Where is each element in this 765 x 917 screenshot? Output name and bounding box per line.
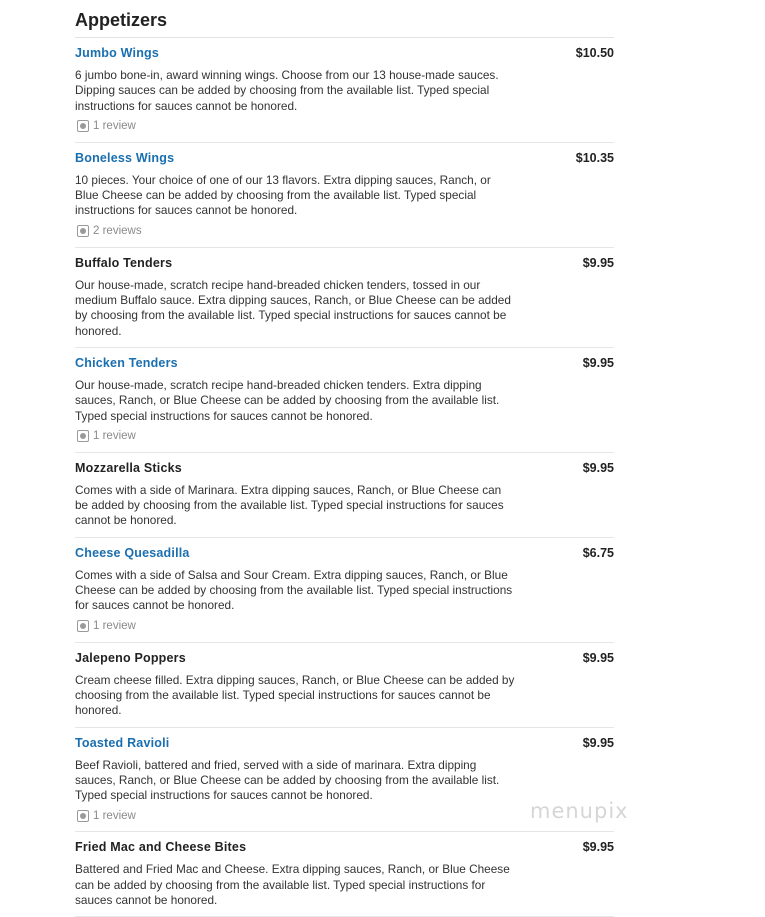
- item-description: Our house-made, scratch recipe hand-breaded chicken tenders. Extra dipping sauces, Ranch, or Blue Cheese can be added by choosing from the available list. Typed special instructions for sauces cannot be honored.: [75, 377, 500, 423]
- menu-item: [75, 38, 614, 143]
- item-name: Fried Mac and Cheese Bites: [75, 840, 247, 855]
- menu-item-list: [75, 38, 614, 917]
- item-reviews-link[interactable]: [75, 119, 614, 134]
- item-name: Mozzarella Sticks: [75, 460, 182, 475]
- item-description: Cream cheese filled. Extra dipping sauces, Ranch, or Blue Cheese can be added by choosing from the available list. Typed special instructions for sauces cannot be honored.: [75, 672, 515, 718]
- item-description: Battered and Fried Mac and Cheese. Extra dipping sauces, Ranch, or Blue Cheese can be added by choosing from the available list. Typed special instructions for sauces cannot be honored.: [75, 862, 510, 908]
- item-header: [75, 256, 614, 273]
- menu-item: [75, 643, 614, 728]
- review-icon: [77, 810, 89, 822]
- item-price: $9.95: [582, 840, 614, 855]
- item-header: [75, 356, 614, 373]
- item-name[interactable]: Toasted Ravioli: [75, 735, 170, 750]
- item-price: $9.95: [582, 735, 614, 750]
- item-description: Beef Ravioli, battered and fried, served with a side of marinara. Extra dipping sauces, Ranch, or Blue Cheese can be added by choosing from the available list. Typed special instructions for sauces cannot be honored.: [75, 757, 500, 803]
- review-count: 1 review: [93, 430, 136, 443]
- review-count: 1 review: [93, 120, 136, 133]
- menu-item: [75, 453, 614, 538]
- item-price: $6.75: [582, 545, 614, 560]
- item-description: Comes with a side of Salsa and Sour Cream. Extra dipping sauces, Ranch, or Blue Cheese can be added by choosing from the available list. Typed special instructions for sauces cannot be honored.: [75, 567, 513, 613]
- item-name[interactable]: Jumbo Wings: [75, 46, 160, 60]
- item-price: $9.95: [582, 255, 614, 270]
- item-name[interactable]: Boneless Wings: [75, 150, 175, 165]
- item-description: Our house-made, scratch recipe hand-breaded chicken tenders, tossed in our medium Buffalo sauce. Extra dipping sauces, Ranch, or Blue Cheese can be added by choosing from the available list. Typed special instructions for sauces cannot be honored.: [75, 277, 511, 338]
- item-header: [75, 736, 614, 753]
- menu-item: [75, 143, 614, 248]
- item-price: $9.95: [582, 355, 614, 370]
- item-description: 10 pieces. Your choice of one of our 13 flavors. Extra dipping sauces, Ranch, or Blue Cheese can be added by choosing from the available list. Typed special instructions for sauces cannot be honored.: [75, 172, 491, 218]
- item-price: $10.50: [575, 46, 614, 60]
- menu-item: [75, 538, 614, 643]
- item-name[interactable]: Chicken Tenders: [75, 355, 178, 370]
- review-icon: [77, 225, 89, 237]
- item-header: [75, 840, 614, 857]
- review-icon: [77, 430, 89, 442]
- review-count: 1 review: [93, 809, 136, 822]
- menu-item: [75, 248, 614, 348]
- item-header: [75, 151, 614, 168]
- menu-item: [75, 348, 614, 453]
- item-reviews-link[interactable]: [75, 224, 614, 239]
- item-reviews-link[interactable]: [75, 429, 614, 444]
- item-header: [75, 461, 614, 478]
- item-name: Jalepeno Poppers: [75, 650, 186, 665]
- item-name: Buffalo Tenders: [75, 255, 173, 270]
- item-price: $9.95: [582, 650, 614, 665]
- item-header: [75, 546, 614, 563]
- watermark-logo: menupix: [530, 799, 629, 823]
- item-price: $10.35: [575, 150, 614, 165]
- item-reviews-link[interactable]: [75, 619, 614, 634]
- item-name[interactable]: Cheese Quesadilla: [75, 545, 190, 560]
- review-count: 1 review: [93, 620, 136, 633]
- item-price: $9.95: [582, 460, 614, 475]
- item-header: [75, 46, 614, 63]
- review-icon: [77, 620, 89, 632]
- item-description: Comes with a side of Marinara. Extra dipping sauces, Ranch, or Blue Cheese can be added by choosing from the available list. Typed special instructions for sauces cannot be honored.: [75, 482, 504, 528]
- review-icon: [77, 120, 89, 132]
- item-description: 6 jumbo bone-in, award winning wings. Choose from our 13 house-made sauces. Dipping sauces can be added by choosing from the available list. Typed special instructions for sauces cannot be honored.: [75, 68, 499, 113]
- menu-section: [75, 0, 614, 917]
- section-title: Appetizers: [75, 0, 614, 38]
- item-header: [75, 651, 614, 668]
- review-count: 2 reviews: [93, 225, 142, 238]
- menu-item: [75, 832, 614, 917]
